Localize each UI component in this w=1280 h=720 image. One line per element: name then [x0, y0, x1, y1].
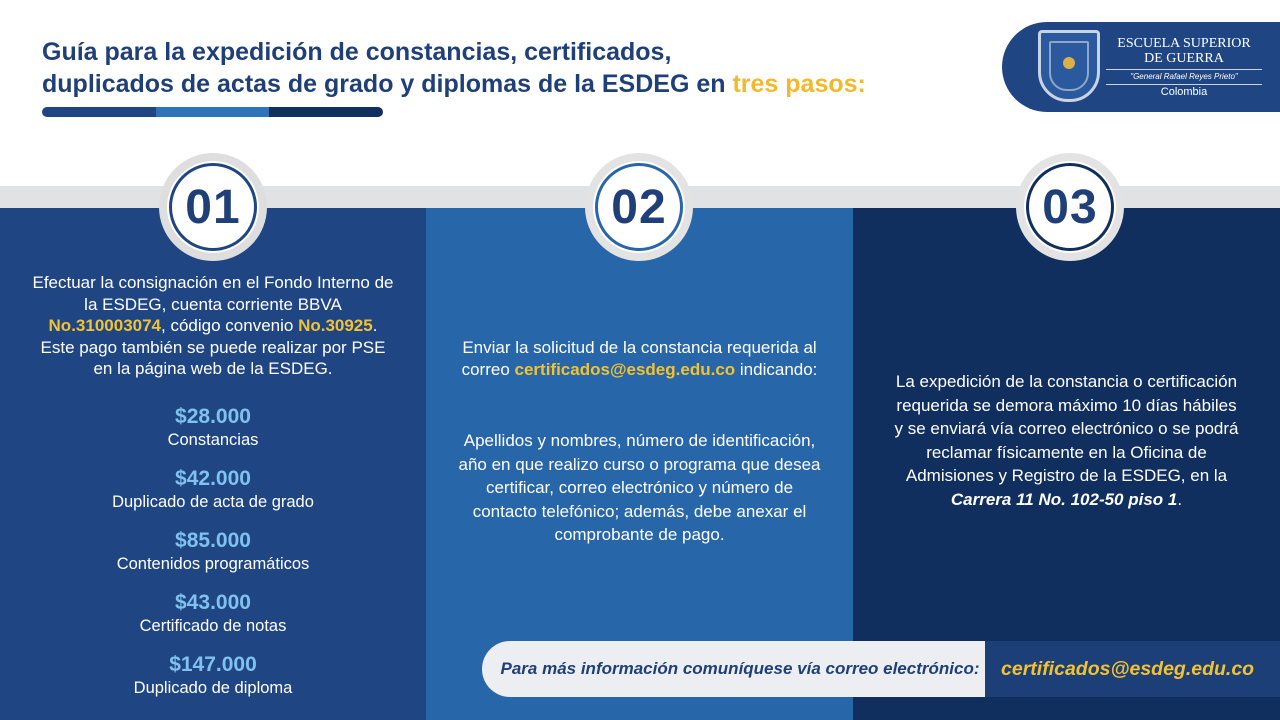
price-item — [40, 528, 386, 590]
title-bar-segment-1 — [42, 107, 156, 117]
price-amount: $42.000 — [175, 467, 251, 490]
step-3-badge — [1016, 153, 1124, 261]
logo-country: Colombia — [1160, 86, 1208, 98]
step-2-text-b: indicando: — [735, 360, 818, 379]
price-label: Certificado de notas — [139, 617, 287, 635]
step-2-badge — [585, 153, 693, 261]
footer-email[interactable]: certificados@esdeg.edu.co — [1001, 657, 1255, 680]
logo-name-line-2: DE GUERRA — [1144, 51, 1224, 66]
step-1-description — [30, 272, 396, 380]
price-label: Duplicado de diploma — [133, 679, 293, 697]
step-2-text-a: Enviar la solicitud de la constancia requerida al correo — [461, 338, 817, 379]
step-3-text-b: . — [1177, 489, 1183, 509]
title-underline-bar — [42, 107, 383, 117]
step-2-instruction — [456, 337, 823, 381]
step-3-number: 03 — [1042, 180, 1098, 234]
step-2-requirements: Apellidos y nombres, número de identificación, año en que realizo curso o programa que desea certificar, correo electrónico y número de contacto telefónico; además, debe anexar el comprobante de pago. — [458, 431, 821, 544]
more-info-email-link[interactable] — [985, 641, 1280, 697]
step-1-number: 01 — [185, 180, 241, 234]
price-amount: $85.000 — [175, 529, 251, 552]
price-amount: $147.000 — [169, 653, 257, 676]
price-label: Contenidos programáticos — [116, 555, 310, 573]
title-line-1: Guía para la expedición de constancias, certificados, — [42, 38, 672, 66]
title-bar-segment-3 — [269, 107, 383, 117]
agreement-code: No.30925 — [298, 316, 373, 335]
price-amount: $28.000 — [175, 405, 251, 428]
step-1-text-c: . Este pago también se puede realizar por PSE en la página web de la ESDEG. — [40, 316, 386, 378]
price-item — [40, 404, 386, 466]
logo-text — [1106, 36, 1262, 98]
step-3-text-a: La expedición de la constancia o certificación requerida se demora máximo 10 días hábiles y se enviará vía correo electrónico o se podrá reclamar físicamente en la Oficina de Admisiones y Registro de la ESDEG, en la — [894, 372, 1239, 485]
title-highlight: tres pasos: — [732, 70, 866, 98]
price-item — [40, 466, 386, 528]
esdeg-logo — [1002, 22, 1280, 112]
office-address: Carrera 11 No. 102-50 piso 1 — [950, 489, 1178, 509]
price-item — [40, 652, 386, 714]
more-info-label: Para más información comuníquese vía correo electrónico: — [482, 641, 990, 697]
title-bar-segment-2 — [156, 107, 269, 117]
step-1-badge — [159, 153, 267, 261]
step-2-email-link[interactable]: certificados@esdeg.edu.co — [514, 360, 736, 379]
price-label: Constancias — [167, 431, 259, 449]
price-label: Duplicado de acta de grado — [112, 493, 314, 511]
account-number: No.310003074 — [48, 316, 162, 335]
page-title — [42, 36, 902, 100]
step-1-text-a: Efectuar la consignación en el Fondo Interno de la ESDEG, cuenta corriente BBVA — [32, 273, 394, 314]
shield-crest-icon — [1038, 30, 1100, 102]
step-3-description — [893, 370, 1240, 511]
step-1-text-b: , código convenio — [161, 316, 299, 335]
logo-motto: "General Rafael Reyes Prieto" — [1130, 72, 1238, 81]
price-item — [40, 590, 386, 652]
step-2-number: 02 — [611, 180, 667, 234]
price-list — [40, 404, 386, 714]
logo-name-line-1: ESCUELA SUPERIOR — [1117, 36, 1251, 51]
title-line-2: duplicados de actas de grado y diplomas de la ESDEG en — [42, 70, 733, 98]
price-amount: $43.000 — [175, 591, 251, 614]
